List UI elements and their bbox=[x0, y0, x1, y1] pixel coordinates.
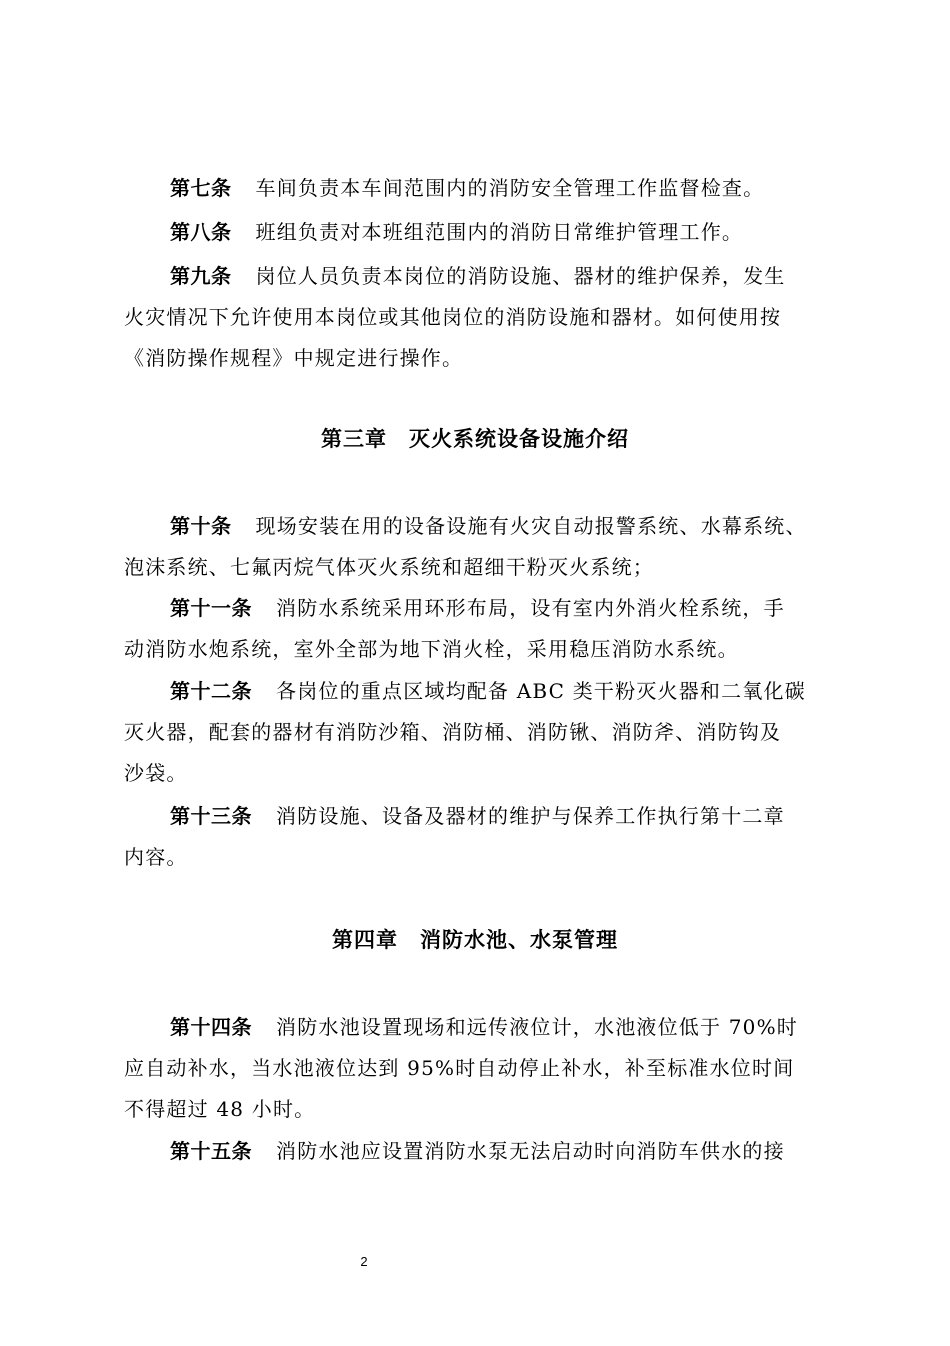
article-11 bbox=[170, 594, 850, 622]
article-title: 第十三条 bbox=[170, 804, 252, 828]
article-9 bbox=[170, 262, 850, 290]
article-title: 第八条 bbox=[170, 220, 232, 244]
article-14 bbox=[170, 1013, 850, 1041]
article-10 bbox=[170, 512, 850, 540]
chapter-title: 灭火系统设备设施介绍 bbox=[409, 427, 629, 451]
article-8 bbox=[170, 218, 850, 246]
chapter-number: 第四章 bbox=[332, 928, 398, 952]
article-14-line-3: 不得超过 48 小时。 bbox=[124, 1097, 316, 1121]
article-title: 第十五条 bbox=[170, 1139, 252, 1163]
article-title: 第十条 bbox=[170, 514, 232, 538]
article-text: 消防水池应设置消防水泵无法启动时向消防车供水的接 bbox=[276, 1139, 785, 1163]
article-15 bbox=[170, 1137, 850, 1165]
article-13-line-2: 内容。 bbox=[124, 845, 188, 869]
article-12-line-2: 灭火器，配套的器材有消防沙箱、消防桶、消防锹、消防斧、消防钩及 bbox=[124, 720, 782, 744]
article-7 bbox=[170, 174, 850, 202]
article-text: 消防水系统采用环形布局，设有室内外消火栓系统，手 bbox=[276, 596, 785, 620]
page-number: 2 bbox=[360, 1254, 368, 1269]
article-text: 各岗位的重点区域均配备 ABC 类干粉灭火器和二氧化碳 bbox=[276, 679, 806, 703]
article-text: 岗位人员负责本岗位的消防设施、器材的维护保养，发生 bbox=[255, 264, 786, 288]
article-12 bbox=[170, 677, 850, 705]
article-14-line-2: 应自动补水，当水池液位达到 95%时自动停止补水，补至标准水位时间 bbox=[124, 1056, 795, 1080]
article-9-line-2: 火灾情况下允许使用本岗位或其他岗位的消防设施和器材。如何使用按 bbox=[124, 305, 782, 329]
article-9-line-3: 《消防操作规程》中规定进行操作。 bbox=[124, 346, 464, 370]
article-13 bbox=[170, 802, 850, 830]
article-title: 第十四条 bbox=[170, 1015, 252, 1039]
article-title: 第十一条 bbox=[170, 596, 252, 620]
chapter-title: 消防水池、水泵管理 bbox=[420, 928, 618, 952]
article-text: 现场安装在用的设备设施有火灾自动报警系统、水幕系统、 bbox=[255, 514, 807, 538]
chapter-heading-3 bbox=[0, 424, 950, 454]
chapter-heading-4 bbox=[0, 925, 950, 955]
article-title: 第十二条 bbox=[170, 679, 252, 703]
chapter-number: 第三章 bbox=[321, 427, 387, 451]
article-text: 车间负责本车间范围内的消防安全管理工作监督检查。 bbox=[255, 176, 765, 200]
article-text: 消防水池设置现场和远传液位计，水池液位低于 70%时 bbox=[276, 1015, 799, 1039]
article-12-line-3: 沙袋。 bbox=[124, 761, 188, 785]
article-10-line-2: 泡沫系统、七氟丙烷气体灭火系统和超细干粉灭火系统； bbox=[124, 555, 654, 579]
article-title: 第七条 bbox=[170, 176, 232, 200]
article-title: 第九条 bbox=[170, 264, 232, 288]
article-text: 消防设施、设备及器材的维护与保养工作执行第十二章 bbox=[276, 804, 785, 828]
article-text: 班组负责对本班组范围内的消防日常维护管理工作。 bbox=[255, 220, 744, 244]
article-11-line-2: 动消防水炮系统，室外全部为地下消火栓，采用稳压消防水系统。 bbox=[124, 637, 739, 661]
